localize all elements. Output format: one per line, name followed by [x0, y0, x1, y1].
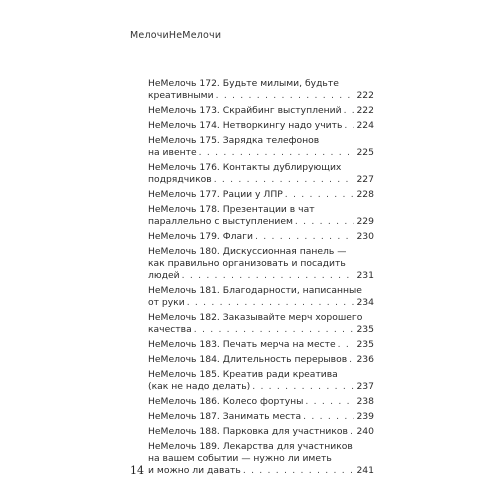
- dot-leader: [338, 339, 355, 351]
- toc-entry-line: [148, 396, 374, 408]
- toc-entry-line: НеМелочь 182. Заказывайте мерч хорошего: [148, 312, 363, 323]
- toc-entry-line: [148, 147, 374, 159]
- dot-leader: [255, 231, 354, 243]
- toc-entry-line: НеМелочь 181. Благодарности, написанные: [148, 285, 362, 296]
- toc-entry-line: [148, 231, 374, 243]
- dot-leader: [243, 465, 355, 477]
- toc-entry-line: НеМелочь 172. Будьте милыми, будьте: [148, 78, 339, 89]
- toc-entry: [148, 189, 374, 201]
- toc-entry-title: на ивенте: [148, 147, 197, 158]
- toc-entry-page: 222: [356, 105, 374, 116]
- toc-entry-title: (как не надо делать): [148, 381, 251, 392]
- toc-entry-page: 236: [356, 354, 374, 365]
- toc-entry: [148, 78, 374, 102]
- toc-entry-page: 238: [356, 396, 374, 407]
- toc-entry-line: [148, 174, 374, 186]
- toc-entry-page: 228: [356, 189, 374, 200]
- dot-leader: [214, 174, 355, 186]
- toc-entry-line: НеМелочь 175. Зарядка телефонов: [148, 135, 320, 146]
- toc-entry-line: НеМелочь 176. Контакты дублирующих: [148, 162, 342, 173]
- toc-entry-line: [148, 465, 374, 477]
- toc-entry-line: [148, 189, 374, 201]
- toc-entry: [148, 411, 374, 423]
- toc-entry-title: НеМелочь 173. Скрайбинг выступлений: [148, 105, 342, 116]
- toc-entry-page: 227: [356, 174, 374, 185]
- dot-leader: [199, 147, 355, 159]
- dot-leader: [182, 270, 355, 282]
- toc-entry-title: НеМелочь 174. Нетворкингу надо учить: [148, 120, 343, 131]
- running-head: МелочиНеМелочи: [130, 30, 222, 41]
- toc-entry-line: [148, 411, 374, 423]
- toc-entry: [148, 354, 374, 366]
- toc-entry-line: [148, 270, 374, 282]
- table-of-contents: [148, 78, 374, 480]
- dot-leader: [349, 354, 354, 366]
- toc-entry-title: НеМелочь 184. Длительность перерывов: [148, 354, 348, 365]
- toc-entry-page: 239: [356, 411, 374, 422]
- dot-leader: [344, 105, 355, 117]
- toc-entry: [148, 369, 374, 393]
- toc-entry-page: 224: [356, 120, 374, 131]
- dot-leader: [344, 120, 354, 132]
- dot-leader: [303, 411, 354, 423]
- toc-entry: [148, 426, 374, 438]
- dot-leader: [305, 396, 354, 408]
- toc-entry: [148, 246, 374, 282]
- toc-entry-line: [148, 339, 374, 351]
- toc-entry: [148, 231, 374, 243]
- toc-entry-page: 225: [356, 147, 374, 158]
- toc-entry-line: [148, 90, 374, 102]
- dot-leader: [350, 426, 354, 438]
- toc-entry-line: на вашем событии — нужно ли иметь: [148, 453, 332, 464]
- toc-entry-line: [148, 324, 374, 336]
- toc-entry-line: [148, 216, 374, 228]
- toc-entry-page: 237: [356, 381, 374, 392]
- toc-entry-title: людей: [148, 270, 180, 281]
- dot-leader: [285, 189, 355, 201]
- toc-entry-title: от руки: [148, 297, 185, 308]
- dot-leader: [252, 381, 354, 393]
- dot-leader: [295, 216, 355, 228]
- toc-entry-line: [148, 354, 374, 366]
- toc-entry-page: 241: [356, 465, 374, 476]
- toc-entry-title: НеМелочь 183. Печать мерча на месте: [148, 339, 336, 350]
- dot-leader: [187, 297, 355, 309]
- toc-entry-title: подрядчиков: [148, 174, 212, 185]
- toc-entry-line: [148, 120, 374, 132]
- toc-entry-title: параллельно с выступлением: [148, 216, 293, 227]
- toc-entry-line: [148, 297, 374, 309]
- toc-entry-title: НеМелочь 188. Парковка для участников: [148, 426, 348, 437]
- toc-entry-page: 235: [356, 339, 374, 350]
- toc-entry: [148, 339, 374, 351]
- toc-entry-page: 234: [356, 297, 374, 308]
- page-number: 14: [130, 464, 144, 477]
- toc-entry-title: НеМелочь 177. Рации у ЛПР: [148, 189, 283, 200]
- toc-entry-title: НеМелочь 179. Флаги: [148, 231, 253, 242]
- toc-entry-page: 235: [356, 324, 374, 335]
- toc-entry-line: НеМелочь 189. Лекарства для участников: [148, 441, 353, 452]
- toc-entry-line: НеМелочь 185. Креатив ради креатива: [148, 369, 338, 380]
- toc-entry-title: креативными: [148, 90, 214, 101]
- toc-entry-page: 229: [356, 216, 374, 227]
- toc-entry-page: 230: [356, 231, 374, 242]
- toc-entry: [148, 105, 374, 117]
- toc-entry: [148, 204, 374, 228]
- toc-entry-title: качества: [148, 324, 192, 335]
- toc-entry-page: 240: [356, 426, 374, 437]
- toc-entry-line: [148, 381, 374, 393]
- toc-entry-page: 231: [356, 270, 374, 281]
- toc-entry: [148, 441, 374, 477]
- toc-entry-line: как правильно организовать и посадить: [148, 258, 346, 269]
- toc-entry-line: НеМелочь 178. Презентации в чат: [148, 204, 315, 215]
- toc-entry: [148, 285, 374, 309]
- dot-leader: [194, 324, 355, 336]
- toc-entry: [148, 135, 374, 159]
- toc-entry-line: НеМелочь 180. Дискуссионная панель —: [148, 246, 347, 257]
- toc-entry: [148, 162, 374, 186]
- toc-entry-line: [148, 105, 374, 117]
- toc-entry-title: НеМелочь 187. Занимать места: [148, 411, 302, 422]
- toc-entry-page: 222: [356, 90, 374, 101]
- dot-leader: [216, 90, 355, 102]
- toc-entry: [148, 312, 374, 336]
- toc-entry-line: [148, 426, 374, 438]
- toc-entry-title: НеМелочь 186. Колесо фортуны: [148, 396, 304, 407]
- toc-entry: [148, 396, 374, 408]
- toc-entry-title: и можно ли давать: [148, 465, 241, 476]
- toc-entry: [148, 120, 374, 132]
